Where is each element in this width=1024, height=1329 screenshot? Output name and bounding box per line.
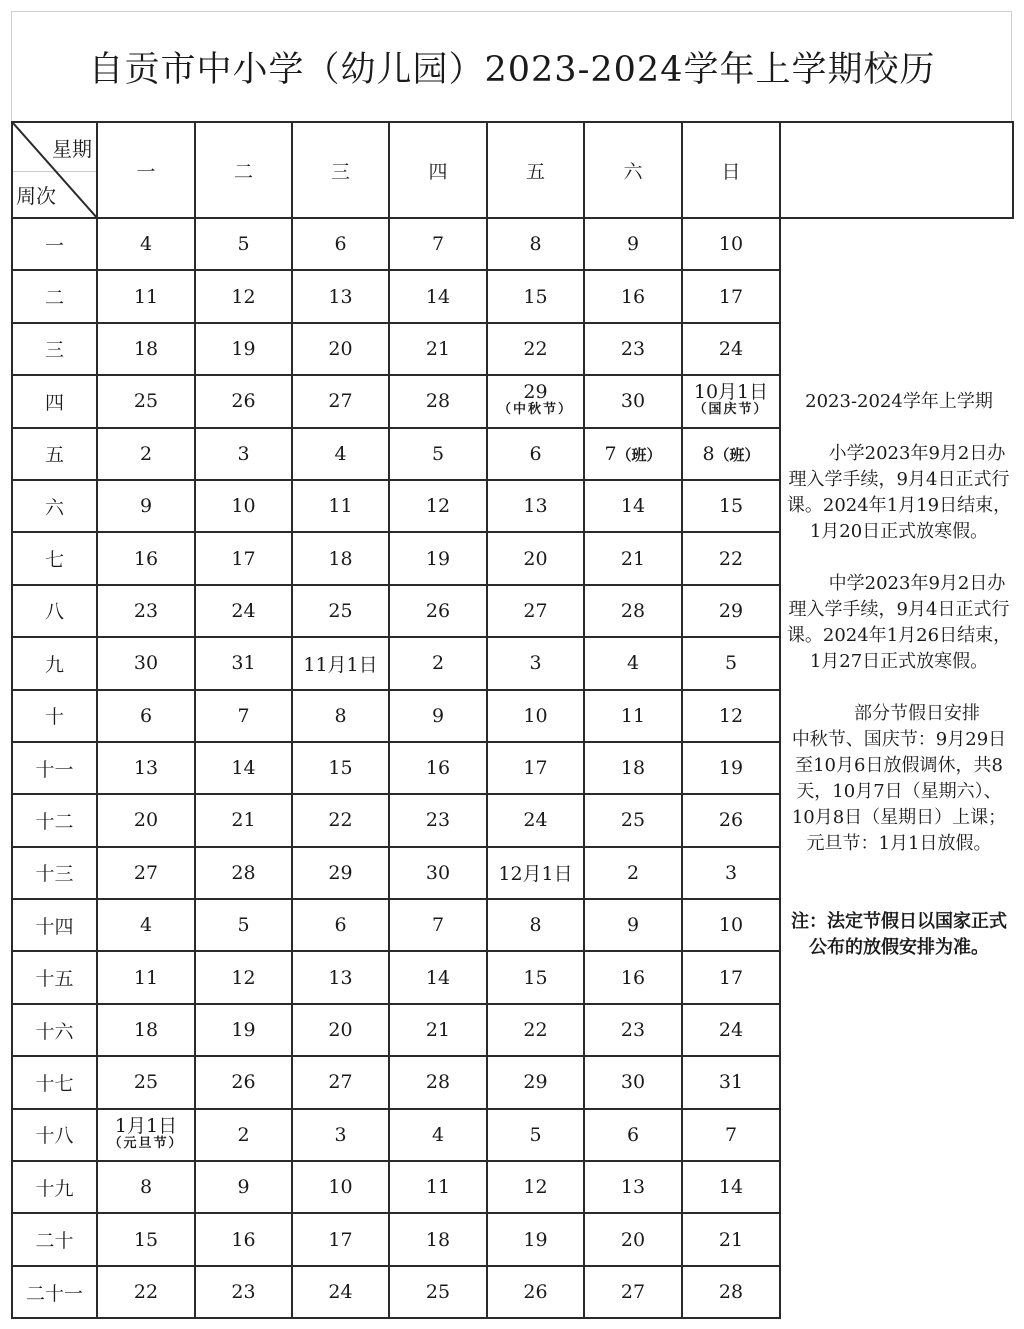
date-cell: 25 — [389, 1266, 487, 1318]
date-cell: 8 — [487, 899, 584, 951]
date-cell: 3 — [292, 1109, 389, 1161]
date-cell: 26 — [195, 375, 292, 427]
week-number-cell: 十七 — [12, 1056, 97, 1108]
date-cell: 28 — [389, 1056, 487, 1108]
date-cell: 26 — [682, 794, 780, 846]
date-cell: 26 — [195, 1056, 292, 1108]
header-row — [12, 122, 1013, 218]
week-number-cell: 一 — [12, 218, 97, 270]
day-header-fri: 五 — [487, 122, 584, 218]
date-cell: 16 — [195, 1213, 292, 1265]
notes-heading: 2023-2024学年上学期 — [805, 391, 993, 412]
date-cell: 20 — [292, 323, 389, 375]
date-cell: 18 — [292, 532, 389, 584]
week-row — [12, 1004, 1013, 1056]
date-cell: 24 — [195, 585, 292, 637]
date-cell: 15 — [682, 480, 780, 532]
week-number-cell: 二十一 — [12, 1266, 97, 1318]
holiday-label: （中秋节） — [497, 402, 573, 418]
date-cell: 9 — [584, 218, 682, 270]
primary-school-note: 小学2023年9月2日办理入学手续，9月4日正式行课。2024年1月19日结束，1月20日正式放寒假。 — [786, 443, 1012, 542]
date-cell: 5 — [389, 428, 487, 480]
week-number-cell: 九 — [12, 637, 97, 689]
date-cell: 10 — [292, 1161, 389, 1213]
week-number-cell: 十 — [12, 690, 97, 742]
date-cell: 2 — [584, 847, 682, 899]
date-cell: 19 — [195, 323, 292, 375]
date-cell: 2 — [389, 637, 487, 689]
day-header-mon: 一 — [97, 122, 195, 218]
date-cell: 18 — [97, 323, 195, 375]
date-cell: 12 — [682, 690, 780, 742]
date-cell: 13 — [584, 1161, 682, 1213]
holiday-label: （元旦节） — [108, 1135, 184, 1151]
date-cell: 30 — [584, 1056, 682, 1108]
date-cell: 11月1日 — [292, 637, 389, 689]
week-row — [12, 1161, 1013, 1213]
date-cell: 26 — [487, 1266, 584, 1318]
date-cell: 29 — [292, 847, 389, 899]
date-cell: 9 — [389, 690, 487, 742]
date-cell: 11 — [389, 1161, 487, 1213]
date-cell: 29 — [682, 585, 780, 637]
date-cell: 9 — [195, 1161, 292, 1213]
date-cell: 15 — [487, 951, 584, 1003]
date-cell: 21 — [389, 323, 487, 375]
date-cell: 22 — [682, 532, 780, 584]
date-cell: 30 — [389, 847, 487, 899]
date-cell: 7 — [389, 899, 487, 951]
date-cell: 24 — [682, 323, 780, 375]
week-number-cell: 三 — [12, 323, 97, 375]
date-cell: 11 — [584, 690, 682, 742]
date-cell: 16 — [584, 951, 682, 1003]
date-cell: 17 — [682, 951, 780, 1003]
holidays-note: 中秋节、国庆节：9月29日至10月6日放假调休，共8天，10月7日（星期六）、10月8日（星期日）上课；元旦节：1月1日放假。 — [791, 729, 1007, 854]
date-cell: 9 — [584, 899, 682, 951]
corner-header-cell — [12, 122, 97, 218]
date-cell: 27 — [584, 1266, 682, 1318]
date-cell: 23 — [389, 794, 487, 846]
date-cell: 10 — [195, 480, 292, 532]
date-cell: 3 — [682, 847, 780, 899]
date-cell: 18 — [97, 1004, 195, 1056]
date-cell: 8 — [97, 1161, 195, 1213]
date-cell: 21 — [195, 794, 292, 846]
date-cell: 18 — [584, 742, 682, 794]
date-cell: 4 — [97, 218, 195, 270]
date-cell: 5 — [487, 1109, 584, 1161]
date-cell: 17 — [195, 532, 292, 584]
date-cell: 22 — [97, 1266, 195, 1318]
date-cell: 22 — [292, 794, 389, 846]
week-number-cell: 十四 — [12, 899, 97, 951]
date-cell: 2 — [195, 1109, 292, 1161]
date-cell: 21 — [584, 532, 682, 584]
date-cell — [97, 1109, 195, 1161]
holidays-title: 部分节假日安排 — [818, 703, 980, 724]
date-cell: 4 — [292, 428, 389, 480]
date-cell: 19 — [195, 1004, 292, 1056]
weekday-axis-label: 星期 — [52, 137, 92, 161]
date-cell: 16 — [584, 270, 682, 322]
date-cell: 28 — [584, 585, 682, 637]
date-cell: 17 — [292, 1213, 389, 1265]
date-cell: 25 — [584, 794, 682, 846]
week-number-cell: 十一 — [12, 742, 97, 794]
week-number-cell: 六 — [12, 480, 97, 532]
date-cell: 28 — [389, 375, 487, 427]
date-cell: 19 — [682, 742, 780, 794]
day-header-wed: 三 — [292, 122, 389, 218]
date-cell: 27 — [487, 585, 584, 637]
date-value: 29 — [523, 381, 548, 404]
date-cell: 6 — [292, 899, 389, 951]
date-cell: 20 — [97, 794, 195, 846]
page-title: 自贡市中小学（幼儿园）2023-2024学年上学期校历 — [88, 50, 936, 90]
legal-holiday-note: 注：法定节假日以国家正式公布的放假安排为准。 — [791, 911, 1007, 958]
date-cell: 17 — [682, 270, 780, 322]
week-number-cell: 二十 — [12, 1213, 97, 1265]
date-cell: 13 — [292, 951, 389, 1003]
date-cell: 14 — [682, 1161, 780, 1213]
date-cell: 12 — [389, 480, 487, 532]
makeup-workday-badge: （班） — [616, 445, 662, 464]
day-header-sat: 六 — [584, 122, 682, 218]
date-cell: 15 — [292, 742, 389, 794]
date-cell: 3 — [487, 637, 584, 689]
date-cell: 21 — [389, 1004, 487, 1056]
date-cell: 4 — [389, 1109, 487, 1161]
week-number-cell: 十五 — [12, 951, 97, 1003]
day-header-tue: 二 — [195, 122, 292, 218]
week-number-cell: 五 — [12, 428, 97, 480]
day-header-sun: 日 — [682, 122, 780, 218]
date-cell: 10 — [487, 690, 584, 742]
week-row — [12, 323, 1013, 375]
date-cell: 25 — [97, 1056, 195, 1108]
date-cell: 11 — [97, 270, 195, 322]
date-cell: 13 — [97, 742, 195, 794]
date-cell: 22 — [487, 323, 584, 375]
date-cell: 11 — [97, 951, 195, 1003]
date-cell: 18 — [389, 1213, 487, 1265]
date-cell: 7 — [682, 1109, 780, 1161]
week-number-cell: 十八 — [12, 1109, 97, 1161]
date-cell: 5 — [682, 637, 780, 689]
date-cell: 23 — [584, 1004, 682, 1056]
date-cell: 28 — [682, 1266, 780, 1318]
date-cell: 20 — [487, 532, 584, 584]
date-cell: 3 — [195, 428, 292, 480]
date-cell: 6 — [292, 218, 389, 270]
makeup-workday-badge: （班） — [714, 445, 760, 464]
middle-school-note: 中学2023年9月2日办理入学手续，9月4日正式行课。2024年1月26日结束，1月27日正式放寒假。 — [786, 573, 1012, 672]
week-number-cell: 七 — [12, 532, 97, 584]
date-cell: 12 — [487, 1161, 584, 1213]
date-cell: 13 — [292, 270, 389, 322]
date-cell: 10 — [682, 899, 780, 951]
date-cell: 8 — [292, 690, 389, 742]
week-row — [12, 1213, 1013, 1265]
date-cell: 8 — [487, 218, 584, 270]
date-cell: 16 — [97, 532, 195, 584]
date-cell: 23 — [584, 323, 682, 375]
date-cell: 20 — [584, 1213, 682, 1265]
date-cell: 15 — [487, 270, 584, 322]
date-value: 7 — [604, 442, 617, 465]
date-cell: 17 — [487, 742, 584, 794]
date-cell: 2 — [97, 428, 195, 480]
date-cell — [682, 428, 780, 480]
date-cell: 24 — [487, 794, 584, 846]
notes-panel — [780, 122, 1013, 958]
date-cell — [682, 375, 780, 427]
day-header-thu: 四 — [389, 122, 487, 218]
date-cell: 16 — [389, 742, 487, 794]
date-cell: 5 — [195, 218, 292, 270]
date-cell — [487, 375, 584, 427]
date-cell: 13 — [487, 480, 584, 532]
date-cell: 27 — [97, 847, 195, 899]
week-number-cell: 四 — [12, 375, 97, 427]
date-cell: 14 — [389, 951, 487, 1003]
date-cell: 6 — [487, 428, 584, 480]
date-cell: 30 — [97, 637, 195, 689]
week-number-cell: 二 — [12, 270, 97, 322]
date-cell: 10 — [682, 218, 780, 270]
week-number-cell: 十三 — [12, 847, 97, 899]
date-cell: 9 — [97, 480, 195, 532]
week-number-cell: 八 — [12, 585, 97, 637]
date-cell: 14 — [195, 742, 292, 794]
date-cell: 20 — [292, 1004, 389, 1056]
date-cell: 27 — [292, 375, 389, 427]
date-cell: 24 — [292, 1266, 389, 1318]
week-number-cell: 十二 — [12, 794, 97, 846]
date-cell: 19 — [487, 1213, 584, 1265]
date-cell: 24 — [682, 1004, 780, 1056]
date-cell: 23 — [97, 585, 195, 637]
date-cell: 7 — [195, 690, 292, 742]
date-cell: 6 — [584, 1109, 682, 1161]
date-cell: 5 — [195, 899, 292, 951]
week-row — [12, 1109, 1013, 1161]
date-cell: 19 — [389, 532, 487, 584]
date-cell: 4 — [97, 899, 195, 951]
date-cell: 31 — [195, 637, 292, 689]
week-number-cell: 十九 — [12, 1161, 97, 1213]
date-cell: 6 — [97, 690, 195, 742]
date-cell: 30 — [584, 375, 682, 427]
date-cell: 27 — [292, 1056, 389, 1108]
date-cell: 28 — [195, 847, 292, 899]
date-cell: 7 — [389, 218, 487, 270]
date-cell: 21 — [682, 1213, 780, 1265]
date-cell — [584, 428, 682, 480]
date-cell: 14 — [389, 270, 487, 322]
date-cell: 12月1日 — [487, 847, 584, 899]
date-cell: 12 — [195, 951, 292, 1003]
holiday-label: （国庆节） — [693, 402, 769, 418]
date-cell: 12 — [195, 270, 292, 322]
date-cell: 31 — [682, 1056, 780, 1108]
date-cell: 26 — [389, 585, 487, 637]
date-cell: 22 — [487, 1004, 584, 1056]
date-cell: 15 — [97, 1213, 195, 1265]
date-cell: 11 — [292, 480, 389, 532]
date-value: 10月1日 — [693, 381, 769, 404]
week-row — [12, 270, 1013, 322]
date-cell: 14 — [584, 480, 682, 532]
week-axis-label: 周次 — [16, 184, 56, 208]
week-number-cell: 十六 — [12, 1004, 97, 1056]
date-cell: 23 — [195, 1266, 292, 1318]
date-cell: 4 — [584, 637, 682, 689]
week-row — [12, 1056, 1013, 1108]
date-cell: 25 — [292, 585, 389, 637]
date-value: 1月1日 — [114, 1114, 178, 1137]
date-cell: 29 — [487, 1056, 584, 1108]
calendar-table — [11, 121, 1014, 1319]
date-value: 8 — [702, 442, 715, 465]
week-row — [12, 1266, 1013, 1318]
date-cell: 25 — [97, 375, 195, 427]
week-row — [12, 218, 1013, 270]
